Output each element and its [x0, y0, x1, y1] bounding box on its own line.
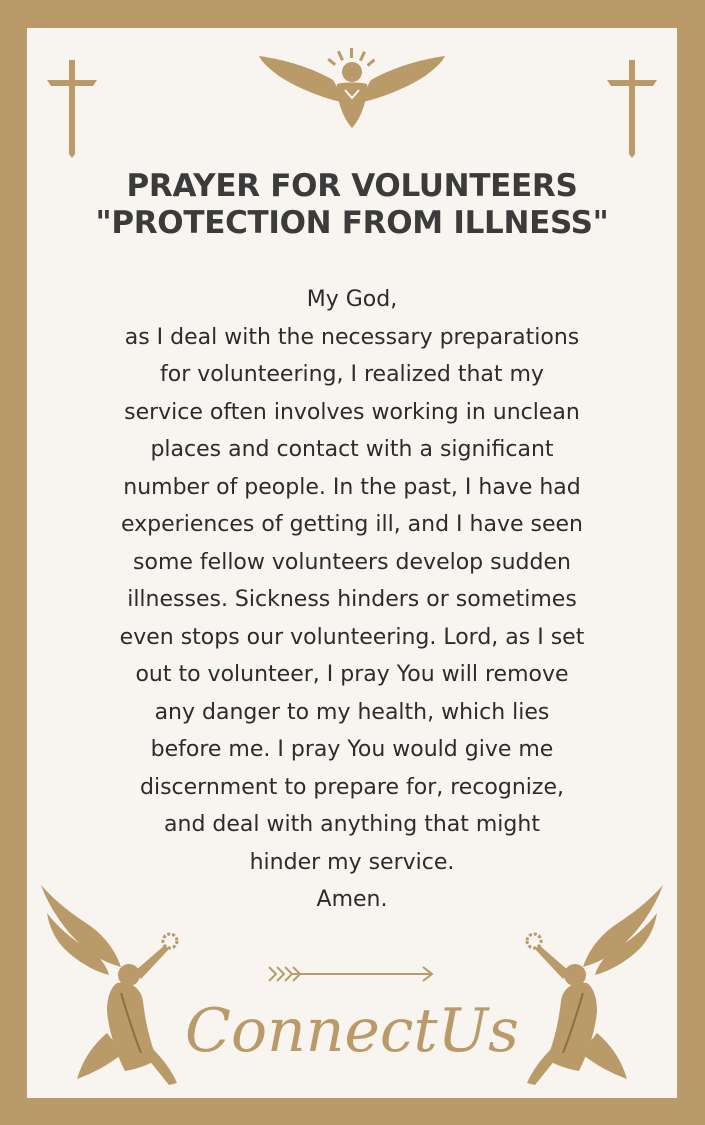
cross-icon	[45, 58, 99, 158]
prayer-line: Amen.	[316, 887, 388, 912]
prayer-line: experiences of getting ill, and I have seen	[121, 512, 583, 537]
page-title	[27, 168, 677, 242]
prayer-line: service often involves working in unclean	[124, 399, 580, 425]
prayer-line: any danger to my health, which lies	[154, 699, 550, 725]
brand-logo: ConnectUs	[185, 996, 519, 1066]
prayer-line: for volunteering, I realized that my	[160, 362, 544, 387]
prayer-line: discernment to prepare for, recognize,	[140, 774, 564, 800]
prayer-line: before me. I pray You would give me	[150, 737, 554, 762]
prayer-line: as I deal with the necessary preparations	[124, 324, 580, 350]
prayer-line: out to volunteer, I pray You will remove	[135, 662, 569, 687]
prayer-line: some fellow volunteers develop sudden	[133, 549, 571, 575]
prayer-line: hinder my service.	[249, 849, 455, 875]
prayer-text	[47, 281, 657, 919]
prayer-line: number of people. In the past, I have had	[123, 474, 581, 500]
prayer-line: My God,	[306, 287, 398, 312]
prayer-line: illnesses. Sickness hinders or sometimes	[127, 587, 577, 612]
cross-icon	[605, 58, 659, 158]
arrow-icon	[267, 964, 437, 984]
title-line: PRAYER FOR VOLUNTEERS	[126, 168, 578, 204]
winged-sun-icon	[257, 46, 447, 130]
title-line: "PROTECTION FROM ILLNESS"	[95, 205, 609, 241]
prayer-card	[27, 28, 677, 1098]
prayer-line: and deal with anything that might	[164, 812, 540, 837]
prayer-line: places and contact with a significant	[150, 437, 554, 462]
prayer-line: even stops our volunteering. Lord, as I set	[119, 624, 585, 650]
